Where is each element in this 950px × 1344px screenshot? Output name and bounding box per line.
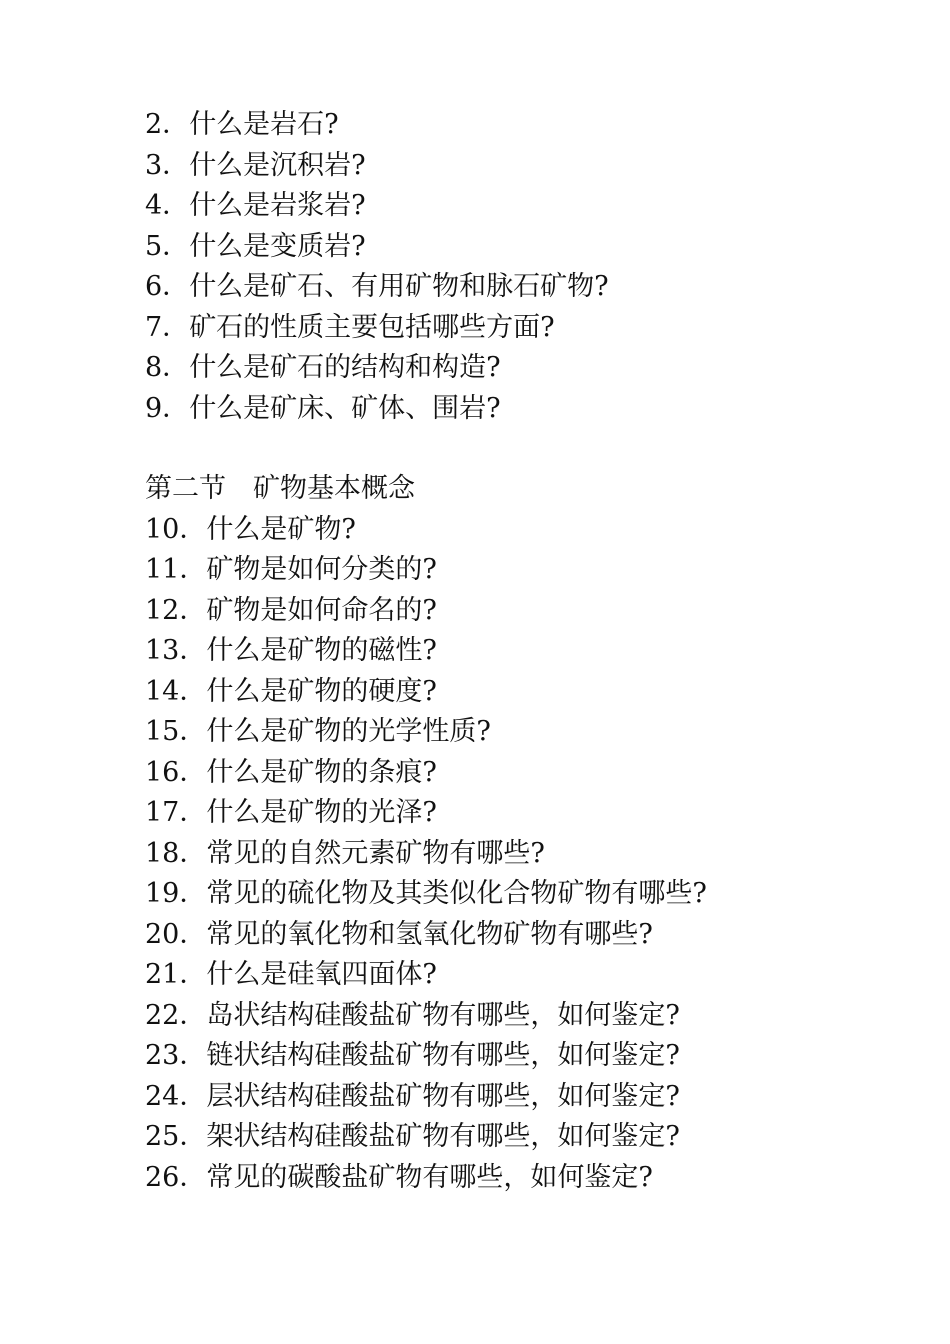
item-number: 24． xyxy=(145,1080,207,1112)
item-text: 链状结构硅酸盐矿物有哪些，如何鉴定? xyxy=(206,1040,680,1071)
item-number: 3． xyxy=(145,149,190,181)
item-text: 什么是矿物的磁性? xyxy=(206,635,437,666)
list-item xyxy=(145,996,925,1037)
item-number: 17． xyxy=(145,797,207,828)
item-number: 23． xyxy=(145,1040,207,1071)
item-text: 什么是岩浆岩? xyxy=(189,190,366,221)
item-text: 什么是矿物的条痕? xyxy=(206,756,437,788)
list-item xyxy=(145,672,925,713)
list-item xyxy=(145,146,925,187)
item-text: 架状结构硅酸盐矿物有哪些，如何鉴定? xyxy=(206,1121,680,1152)
list-item xyxy=(145,793,925,834)
item-number: 15． xyxy=(145,716,207,747)
list-item xyxy=(145,1158,925,1199)
item-number: 2． xyxy=(145,109,190,140)
list-item xyxy=(145,834,925,875)
list-item xyxy=(145,510,925,551)
item-number: 16． xyxy=(145,756,207,788)
item-number: 9． xyxy=(145,392,190,424)
list-item xyxy=(145,1117,925,1158)
item-number: 21． xyxy=(145,959,207,990)
item-number: 7． xyxy=(145,311,190,343)
item-text: 什么是岩石? xyxy=(189,109,339,140)
item-text: 层状结构硅酸盐矿物有哪些，如何鉴定? xyxy=(206,1080,680,1112)
list-item xyxy=(145,186,925,227)
item-number: 5． xyxy=(145,230,190,262)
item-text: 什么是硅氧四面体? xyxy=(206,959,437,990)
list-item xyxy=(145,308,925,349)
item-number: 19． xyxy=(145,878,207,909)
item-text: 什么是矿物? xyxy=(206,513,356,545)
list-item xyxy=(145,915,925,956)
item-number: 26． xyxy=(145,1161,207,1193)
list-item xyxy=(145,348,925,389)
list-item xyxy=(145,874,925,915)
list-item xyxy=(145,1036,925,1077)
list-item xyxy=(145,267,925,308)
item-number: 13． xyxy=(145,635,207,666)
list-item xyxy=(145,753,925,794)
item-number: 18． xyxy=(145,837,207,869)
list-item xyxy=(145,591,925,632)
section-heading: 第二节 矿物基本概念 xyxy=(145,473,415,504)
item-number: 12． xyxy=(145,594,207,626)
section-spacer xyxy=(145,429,925,469)
list-item xyxy=(145,389,925,430)
item-number: 4． xyxy=(145,190,190,221)
item-text: 常见的碳酸盐矿物有哪些，如何鉴定? xyxy=(206,1161,653,1193)
item-text: 矿石的性质主要包括哪些方面? xyxy=(189,311,555,343)
item-text: 什么是矿石的结构和构造? xyxy=(189,352,501,383)
list-item xyxy=(145,227,925,268)
item-number: 8． xyxy=(145,352,190,383)
item-text: 矿物是如何命名的? xyxy=(206,594,437,626)
item-text: 什么是变质岩? xyxy=(189,230,366,262)
item-text: 什么是矿物的光学性质? xyxy=(206,716,491,747)
document-body xyxy=(145,105,925,1198)
item-text: 矿物是如何分类的? xyxy=(206,554,437,585)
item-text: 什么是矿石、有用矿物和脉石矿物? xyxy=(189,271,609,302)
item-text: 什么是矿床、矿体、围岩? xyxy=(189,392,501,424)
item-text: 常见的氧化物和氢氧化物矿物有哪些? xyxy=(206,918,653,950)
item-number: 22． xyxy=(145,999,207,1031)
list-item xyxy=(145,1077,925,1118)
item-number: 14． xyxy=(145,675,207,707)
item-text: 什么是沉积岩? xyxy=(189,149,366,181)
item-text: 常见的自然元素矿物有哪些? xyxy=(206,837,545,869)
list-item xyxy=(145,550,925,591)
list-item xyxy=(145,712,925,753)
item-number: 6． xyxy=(145,271,190,302)
item-number: 25． xyxy=(145,1121,207,1152)
item-text: 常见的硫化物及其类似化合物矿物有哪些? xyxy=(206,878,707,909)
item-text: 什么是矿物的光泽? xyxy=(206,797,437,828)
list-item xyxy=(145,955,925,996)
item-number: 11． xyxy=(145,554,207,585)
item-number: 10． xyxy=(145,513,207,545)
item-text: 什么是矿物的硬度? xyxy=(206,675,437,707)
item-text: 岛状结构硅酸盐矿物有哪些，如何鉴定? xyxy=(206,999,680,1031)
list-item xyxy=(145,105,925,146)
list-item xyxy=(145,631,925,672)
item-number: 20． xyxy=(145,918,207,950)
